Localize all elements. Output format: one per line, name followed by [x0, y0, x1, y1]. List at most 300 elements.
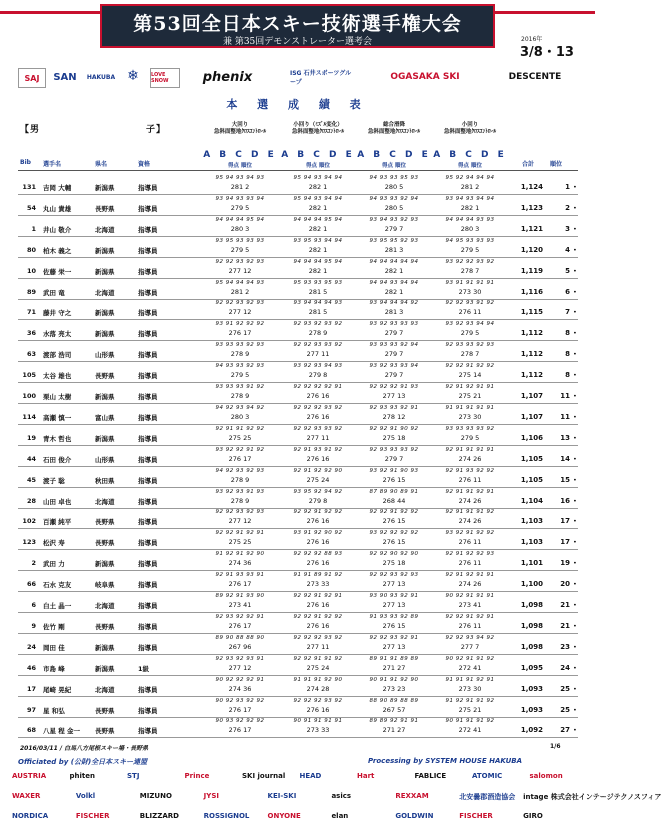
event-desc: 急斜面整地ｸﾛｽｺﾝﾄﾛｰﾙ: [291, 129, 345, 135]
qualification: 指導員: [138, 225, 158, 234]
judge-scores: 93 91 91 91 91: [445, 279, 495, 286]
event-points-rank: 278 9: [230, 392, 250, 400]
bib-number: 44: [26, 454, 36, 463]
overall-rank: 17: [560, 538, 570, 547]
table-row: [18, 362, 578, 383]
table-row: [18, 446, 578, 467]
row-marker: •: [573, 538, 577, 547]
judge-scores: 93 92 93 91 93: [215, 488, 265, 495]
row-marker: •: [573, 412, 577, 421]
total-score: 1,105: [520, 475, 543, 484]
bib-number: 24: [26, 642, 36, 651]
event-points-rank: 279 5: [230, 371, 250, 380]
total-score: 1,119: [520, 266, 543, 275]
overall-rank: 20: [560, 580, 570, 589]
judge-scores: 94 94 94 95 94: [293, 258, 343, 265]
table-row: [18, 174, 578, 195]
judge-scores: 92 92 91 92 91: [445, 613, 495, 620]
judge-scores: 92 92 92 93 92: [293, 404, 343, 411]
athlete-name: 石田 俊介: [43, 455, 72, 464]
event-points-rank: 277 12: [228, 308, 252, 317]
bib-number: 100: [22, 392, 36, 400]
sponsor-logo: salomon: [529, 772, 563, 780]
gender-close: 子】: [146, 125, 167, 135]
judge-scores: 95 94 93 94 94: [293, 175, 343, 181]
athlete-name: 青木 哲也: [43, 434, 72, 443]
qualification: 指導員: [138, 288, 158, 297]
overall-rank: 13: [560, 433, 570, 442]
event-points-rank: 277 11: [306, 350, 330, 359]
bib-number: 54: [26, 203, 36, 212]
event-points-rank: 278 9: [230, 496, 250, 505]
prefecture: 新潟県: [95, 330, 115, 339]
judge-scores: 89 89 92 91 91: [369, 718, 419, 725]
sponsor-logo: STJ: [127, 772, 140, 780]
row-marker: •: [573, 350, 577, 359]
sponsor-logo: ROSSIGNOL: [203, 812, 250, 820]
event-points-rank: 271 27: [382, 663, 406, 672]
qualification: 指導員: [138, 643, 158, 652]
event-points-rank: 276 11: [458, 559, 482, 568]
total-score: 1,092: [520, 726, 543, 735]
qualification: 指導員: [138, 413, 158, 422]
judge-scores: 94 92 93 92 93: [215, 467, 265, 474]
sponsor-logo: SKI journal: [242, 772, 286, 780]
judge-scores: 93 94 94 94 92: [369, 300, 419, 307]
col-pref: 県名: [95, 161, 108, 168]
event-points-rank: 279 7: [384, 224, 404, 233]
athlete-name: 尾崎 晃紀: [43, 685, 72, 694]
bib-number: 114: [22, 412, 36, 421]
row-marker: •: [573, 224, 577, 233]
bib-number: 123: [22, 538, 36, 547]
event-points-rank: 280 5: [384, 183, 404, 191]
table-row: [18, 425, 578, 446]
total-score: 1,112: [520, 329, 543, 338]
points-rank-header: 得点 順位: [228, 163, 252, 169]
judge-scores: 94 93 93 95 93: [369, 175, 419, 181]
total-score: 1,101: [520, 559, 543, 568]
bib-number: 68: [26, 726, 36, 735]
row-marker: •: [573, 496, 577, 505]
judge-scores: 94 94 94 94 94: [369, 258, 419, 265]
event-points-rank: 278 7: [460, 350, 480, 359]
event-name: 総合滑降: [382, 122, 405, 128]
total-score: 1,112: [520, 371, 543, 380]
event-points-rank: 277 12: [228, 266, 252, 275]
judge-scores: 92 92 91 92 92: [445, 363, 495, 370]
overall-rank: 19: [560, 559, 570, 568]
prefecture: 新潟県: [95, 643, 115, 652]
event-points-rank: 277 12: [228, 517, 252, 526]
event-points-rank: 273 41: [458, 601, 482, 609]
prefecture: 新潟県: [95, 560, 115, 569]
judge-scores: 91 92 91 92 90: [215, 551, 265, 558]
judge-scores: 89 92 91 93 90: [215, 593, 265, 599]
qualification: 指導員: [138, 685, 158, 694]
event-points-rank: 276 15: [382, 538, 406, 547]
judge-scores: 94 94 94 95 94: [215, 216, 265, 223]
qualification: 指導員: [138, 539, 158, 548]
event-points-rank: 281 2: [230, 183, 250, 191]
judge-scores: 91 91 91 91 91: [445, 404, 495, 411]
judge-scores: 93 91 92 92 92: [215, 321, 265, 328]
sponsor-logo: REXXAM: [395, 792, 429, 800]
total-score: 1,106: [520, 433, 543, 442]
row-marker: •: [573, 726, 577, 735]
table-row: [18, 717, 578, 738]
total-score: 1,095: [520, 663, 543, 672]
judge-scores: 94 93 93 92 93: [215, 363, 265, 370]
event-points-rank: 276 16: [306, 412, 330, 421]
sponsor-logo: AUSTRIA: [12, 772, 47, 780]
event-points-rank: 273 23: [382, 684, 406, 693]
overall-rank: 8: [565, 350, 570, 359]
athlete-name: 太谷 雄也: [43, 372, 72, 381]
event-points-rank: 276 11: [458, 308, 482, 317]
table-row: [18, 571, 578, 592]
sponsor-row-3: [0, 812, 595, 826]
athlete-name: 高瀬 慎一: [43, 413, 72, 422]
total-score: 1,093: [520, 705, 543, 714]
judge-scores: 92 91 91 92 92: [215, 425, 265, 432]
results-title: 本 選 成 績 表: [226, 98, 369, 111]
table-row: [18, 195, 578, 216]
points-rank-header: 得点 順位: [382, 163, 406, 169]
event-points-rank: 276 16: [306, 392, 330, 400]
row-marker: •: [573, 454, 577, 463]
sponsor-logo: ATOMIC: [472, 772, 503, 780]
judge-scores: 93 90 93 92 91: [369, 593, 419, 599]
prefecture: 秋田県: [95, 476, 115, 485]
qualification: 指導員: [138, 581, 158, 590]
judge-scores: 94 92 93 94 92: [215, 404, 265, 411]
row-marker: •: [573, 559, 577, 568]
row-marker: •: [573, 601, 577, 609]
judge-scores: 90 91 91 91 91: [293, 718, 343, 725]
event-name: 大回り: [231, 122, 249, 128]
officiated-by: Officiated by (公財)全日本スキー連盟: [18, 758, 148, 766]
descente-logo: DESCENTE: [508, 72, 562, 82]
overall-rank: 16: [560, 496, 570, 505]
prefecture: 長野県: [95, 372, 115, 381]
row-marker: •: [573, 517, 577, 526]
event-points-rank: 277 7: [460, 642, 480, 651]
event-points-rank: 281 2: [230, 287, 250, 296]
event-points-rank: 273 30: [458, 287, 482, 296]
bib-number: 71: [26, 308, 36, 317]
qualification: 指導員: [138, 309, 158, 318]
judge-scores: 92 92 91 91 92: [293, 655, 343, 662]
table-row: [18, 697, 578, 718]
athlete-name: 吉岡 大輔: [43, 184, 72, 192]
qualification: 指導員: [138, 351, 158, 360]
event-points-rank: 282 1: [308, 203, 328, 212]
event-points-rank: 274 36: [228, 559, 252, 568]
event-points-rank: 273 33: [306, 580, 330, 589]
sponsor-logo: FISCHER: [459, 812, 493, 820]
table-row: [18, 467, 578, 488]
table-row: [18, 299, 578, 320]
event-points-rank: 282 1: [384, 287, 404, 296]
judge-scores: 92 91 93 92 92: [445, 467, 495, 474]
event-points-rank: 274 26: [458, 517, 482, 526]
sponsor-row-1: [0, 772, 595, 786]
athlete-name: 岡田 佳: [43, 643, 65, 652]
bib-number: 28: [26, 496, 36, 505]
event-points-rank: 273 41: [228, 601, 252, 609]
qualification: 指導員: [138, 706, 158, 715]
event-points-rank: 280 3: [460, 224, 480, 233]
judge-scores: 92 91 92 92 90: [293, 467, 343, 474]
sponsor-logo: JYSI: [203, 792, 219, 800]
judge-scores: 93 93 93 92 93: [215, 342, 265, 349]
judge-scores: 88 90 89 88 89: [369, 697, 419, 704]
judge-scores: 91 93 93 92 89: [369, 613, 419, 620]
event-points-rank: 276 15: [382, 475, 406, 484]
prefecture: 北海道: [95, 288, 115, 297]
qualification: 指導員: [138, 393, 158, 401]
event-points-rank: 282 1: [308, 266, 328, 275]
bib-number: 17: [26, 684, 36, 693]
event-header-4: [430, 122, 510, 136]
judge-scores: 92 91 91 91 91: [445, 446, 495, 453]
athlete-name: 山田 卓也: [43, 497, 72, 506]
event-name: 小回り（ﾐｽﾞﾙ変化）: [293, 122, 343, 128]
bib-number: 131: [22, 183, 36, 191]
event-points-rank: 276 16: [306, 601, 330, 609]
qualification: 1級: [138, 664, 150, 673]
sponsor-logo: FISCHER: [75, 812, 110, 820]
judge-scores: 95 92 94 94 94: [445, 175, 495, 181]
page-number: 1/6: [550, 743, 561, 750]
event-points-rank: 276 17: [228, 329, 252, 338]
event-points-rank: 276 16: [306, 621, 330, 630]
snowflake-icon: ❄: [127, 68, 139, 84]
bib-number: 10: [26, 266, 36, 275]
bib-number: 6: [31, 601, 36, 609]
header-divider: [18, 170, 578, 171]
event-points-rank: 276 11: [458, 538, 482, 547]
judge-scores: 93 95 95 92 93: [369, 237, 419, 244]
judge-scores: 93 92 91 92 92: [445, 530, 495, 537]
table-row: [18, 488, 578, 509]
overall-rank: 8: [565, 329, 570, 338]
prefecture: 長野県: [95, 727, 115, 736]
event-points-rank: 276 16: [306, 538, 330, 547]
judge-scores: 91 92 91 91 92: [445, 697, 495, 704]
table-row: [18, 237, 578, 258]
judge-scores: 92 91 91 92 91: [445, 488, 495, 495]
prefecture: 岐阜県: [95, 581, 115, 590]
event-points-rank: 279 5: [230, 245, 250, 254]
total-score: 1,103: [520, 538, 543, 547]
overall-rank: 1: [565, 183, 570, 191]
prefecture: 新潟県: [95, 434, 115, 443]
event-points-rank: 281 3: [384, 245, 404, 254]
overall-rank: 21: [560, 601, 570, 609]
judge-scores: 92 93 92 93 91: [215, 655, 265, 662]
bib-number: 46: [26, 663, 36, 672]
judge-scores: 93 94 93 93 94: [215, 195, 265, 202]
san-logo: SAN: [53, 71, 77, 83]
event-points-rank: 279 8: [308, 496, 328, 505]
table-row: [18, 383, 578, 404]
judge-scores: 93 92 93 93 93: [369, 321, 419, 328]
row-marker: •: [573, 287, 577, 296]
judge-scores: 87 89 90 89 91: [369, 488, 419, 495]
sponsor-logo: elan: [331, 812, 349, 820]
prefecture: 新潟県: [95, 184, 115, 192]
table-row: [18, 508, 578, 529]
table-row: [18, 529, 578, 550]
table-row: [18, 634, 578, 655]
overall-rank: 7: [565, 308, 570, 317]
judge-scores: 92 92 93 92 93: [215, 300, 265, 307]
event-points-rank: 277 12: [228, 663, 252, 672]
event-points-rank: 279 7: [384, 454, 404, 463]
total-score: 1,098: [520, 621, 543, 630]
sponsor-logo: intage 株式会社インテージテクノスフィア: [523, 793, 661, 801]
event-points-rank: 276 17: [228, 621, 252, 630]
event-points-rank: 279 7: [384, 329, 404, 338]
prefecture: 北海道: [95, 497, 115, 506]
prefecture: 新潟県: [95, 309, 115, 318]
judge-scores: 92 92 92 93 92: [293, 634, 343, 641]
prefecture: 長野県: [95, 622, 115, 631]
judge-scores: 93 95 93 94 94: [293, 237, 343, 244]
judge-scores: 91 91 91 92 91: [445, 676, 495, 683]
total-score: 1,123: [520, 203, 543, 212]
judges-header: A B C D E: [203, 150, 277, 160]
judge-scores: 92 92 93 92 91: [369, 634, 419, 641]
event-points-rank: 278 9: [308, 329, 328, 338]
event-points-rank: 281 5: [308, 308, 328, 317]
row-marker: •: [573, 663, 577, 672]
ogasaka-logo: OGASAKA SKI: [390, 72, 460, 82]
event-points-rank: 276 17: [228, 705, 252, 714]
event-points-rank: 275 24: [306, 475, 330, 484]
athlete-name: 佐藤 栄一: [43, 267, 72, 276]
judge-scores: 90 92 92 92 91: [215, 676, 265, 683]
table-row: [18, 216, 578, 237]
saj-logo: SAJ: [18, 68, 46, 88]
row-marker: •: [573, 621, 577, 630]
total-score: 1,098: [520, 642, 543, 651]
col-bib: Bib: [20, 159, 31, 166]
event-points-rank: 272 41: [458, 663, 482, 672]
event-header-3: [354, 122, 434, 136]
athlete-name: 八星 程 金一: [43, 727, 81, 736]
total-score: 1,116: [520, 287, 543, 296]
event-points-rank: 281 5: [308, 287, 328, 296]
judge-scores: 95 93 93 95 93: [293, 279, 343, 286]
event-points-rank: 278 9: [230, 350, 250, 359]
col-total: 合計: [522, 161, 535, 168]
qualification: 指導員: [138, 184, 158, 192]
table-row: [18, 550, 578, 571]
judge-scores: 92 92 93 92 93: [369, 572, 419, 579]
qualification: 指導員: [138, 330, 158, 339]
judge-scores: 93 92 93 94 93: [293, 363, 343, 370]
prefecture: 北海道: [95, 225, 115, 234]
judge-scores: 92 92 91 92 92: [293, 509, 343, 516]
event-points-rank: 282 1: [460, 203, 480, 212]
judge-scores: 94 94 93 94 94: [369, 279, 419, 286]
qualification: 指導員: [138, 204, 158, 213]
athlete-name: 佐竹 剛: [43, 622, 65, 631]
total-score: 1,120: [520, 245, 543, 254]
judge-scores: 90 92 93 92 92: [215, 697, 265, 704]
col-name: 選手名: [43, 161, 62, 168]
event-points-rank: 278 7: [460, 266, 480, 275]
bib-number: 105: [22, 371, 36, 380]
phenix-logo: phenix: [202, 69, 253, 85]
qualification: 指導員: [138, 518, 158, 527]
event-name: 小回り: [461, 122, 479, 128]
prefecture: 北海道: [95, 685, 115, 694]
prefecture: 長野県: [95, 539, 115, 548]
judge-scores: 94 94 94 93 93: [445, 216, 495, 223]
overall-rank: 17: [560, 517, 570, 526]
event-desc: 急斜面整地ｸﾛｽｺﾝﾄﾛｰﾙ: [443, 129, 497, 135]
table-row: [18, 613, 578, 634]
table-row: [18, 341, 578, 362]
total-score: 1,107: [520, 392, 543, 400]
table-row: [18, 258, 578, 279]
event-points-rank: 280 5: [384, 203, 404, 212]
sponsor-row-2: [0, 792, 661, 806]
row-marker: •: [573, 642, 577, 651]
judge-scores: 90 91 91 91 92: [445, 718, 495, 725]
sponsor-logo: WAXER: [12, 792, 41, 800]
event-points-rank: 276 17: [228, 454, 252, 463]
prefecture: 長野県: [95, 204, 115, 213]
event-points-rank: 277 11: [306, 433, 330, 442]
judge-scores: 92 91 92 91 91: [445, 384, 495, 390]
athlete-name: 白土 晶一: [43, 602, 72, 610]
overall-rank: 21: [560, 621, 570, 630]
judge-scores: 92 92 92 92 91: [293, 384, 343, 390]
row-marker: •: [573, 329, 577, 338]
prefecture: 新潟県: [95, 246, 115, 255]
isg-logo: ISG 石井スポーツグループ: [290, 70, 352, 86]
total-score: 1,098: [520, 601, 543, 609]
row-marker: •: [573, 371, 577, 380]
qualification: 指導員: [138, 267, 158, 276]
total-score: 1,124: [520, 183, 543, 191]
overall-rank: 5: [565, 266, 570, 275]
sponsor-logo: HEAD: [299, 772, 322, 780]
event-points-rank: 273 30: [458, 684, 482, 693]
judge-scores: 92 92 93 92 93: [215, 509, 265, 516]
judge-scores: 92 92 91 92 91: [293, 593, 343, 599]
prefecture: 長野県: [95, 518, 115, 527]
judge-scores: 90 92 91 91 92: [445, 655, 495, 662]
judge-scores: 93 94 93 94 94: [445, 195, 495, 202]
bib-number: 80: [26, 245, 36, 254]
athlete-name: 星 和弘: [43, 706, 65, 715]
row-marker: •: [573, 684, 577, 693]
footer-date-place: 2016/03/11 / 白馬八方尾根スキー場・長野県: [20, 745, 149, 752]
event-points-rank: 273 30: [458, 412, 482, 421]
bib-number: 1: [31, 224, 36, 233]
judge-scores: 90 91 91 92 90: [369, 676, 419, 683]
qualification: 指導員: [138, 434, 158, 443]
athlete-name: 市島 峰: [43, 664, 65, 673]
athlete-name: 百瀬 純平: [43, 518, 72, 527]
sponsor-logo: Volkl: [75, 792, 96, 800]
